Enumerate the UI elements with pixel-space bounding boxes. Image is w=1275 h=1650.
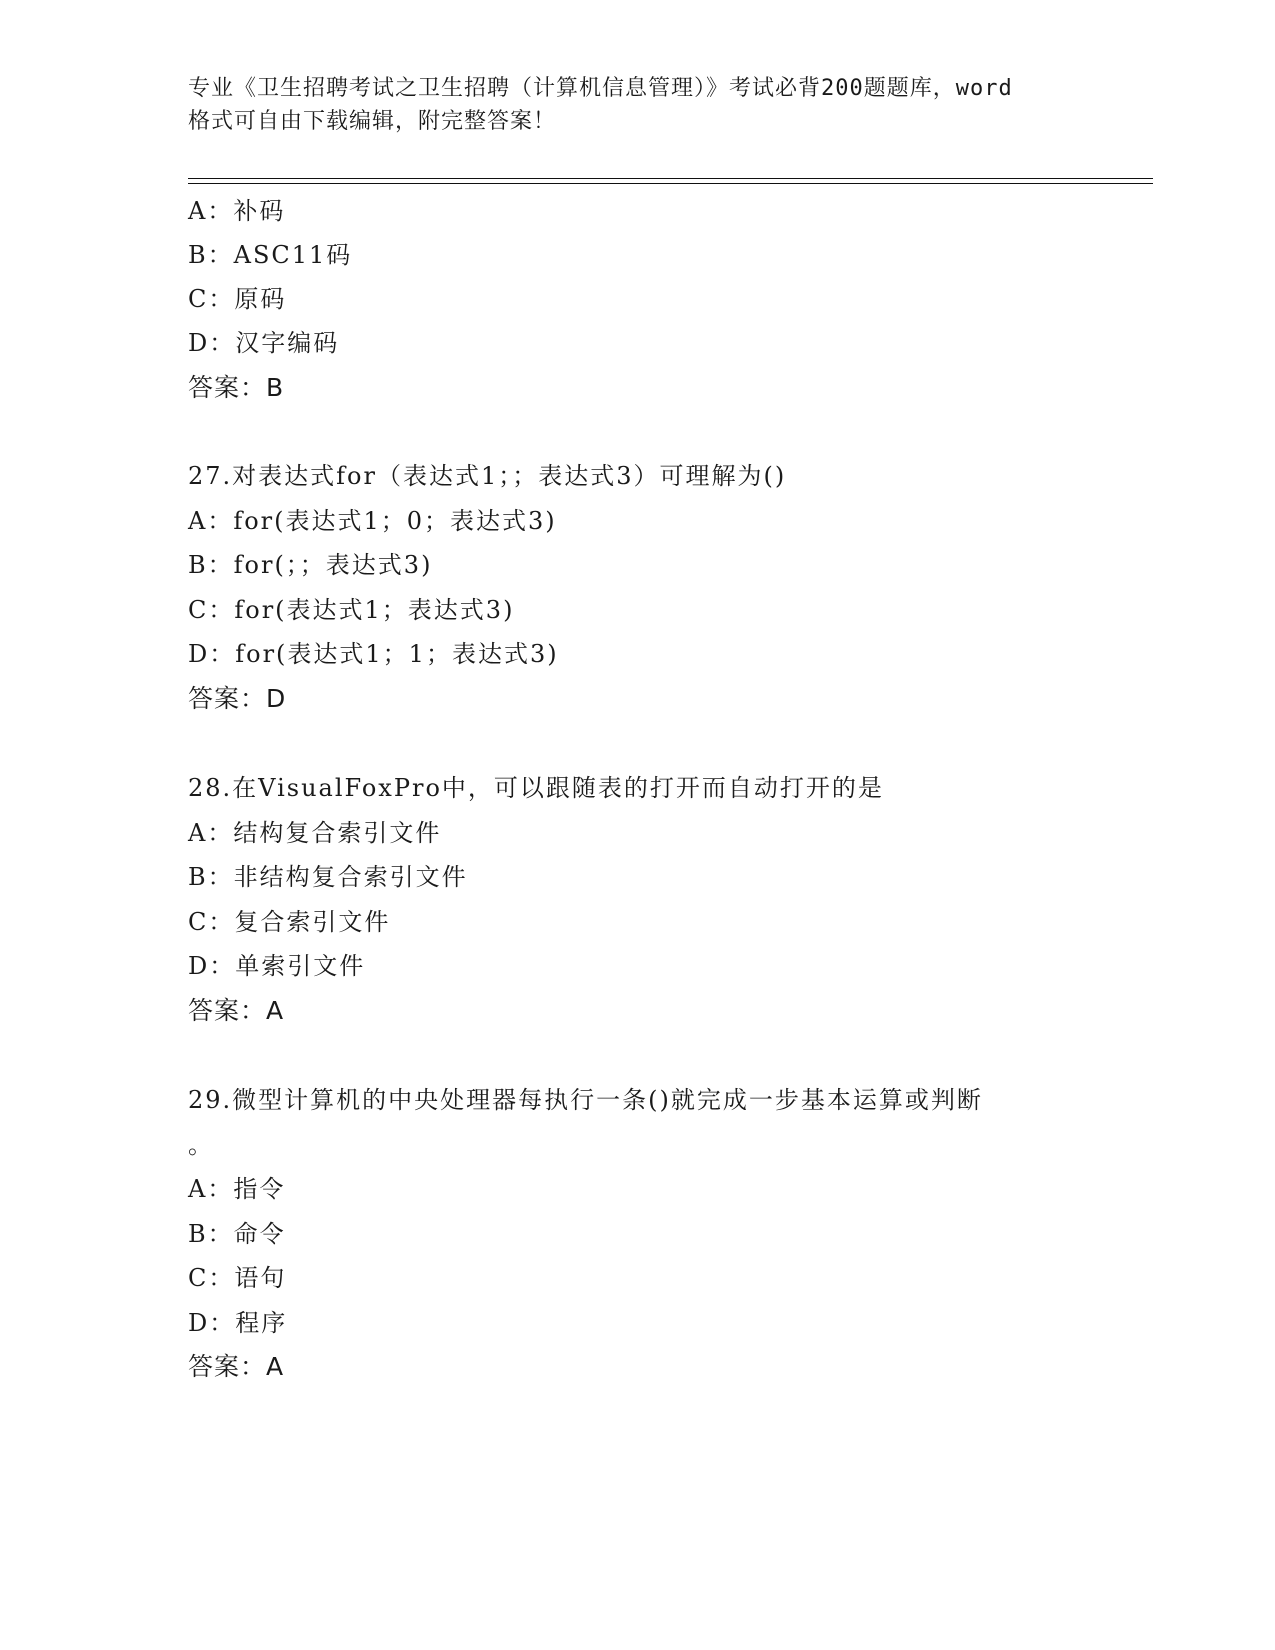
q26-answer: 答案：B	[188, 373, 285, 402]
q27-option-b: B：for(；；表达式3)	[188, 551, 433, 579]
header-divider-bottom	[188, 183, 1153, 184]
header-title-line-1: 专业《卫生招聘考试之卫生招聘（计算机信息管理）》考试必背200题题库，word	[188, 76, 1013, 101]
q28-question: 28.在VisualFoxPro中，可以跟随表的打开而自动打开的是	[188, 774, 884, 802]
q29-option-a: A：指令	[188, 1175, 286, 1203]
q28-option-b: B：非结构复合索引文件	[188, 863, 468, 891]
q26-option-b: B：ASC11码	[188, 241, 353, 269]
q29-option-c: C：语句	[188, 1264, 287, 1292]
header-divider-top	[188, 178, 1153, 179]
q26-option-c: C：原码	[188, 285, 287, 313]
q29-question-line-1: 29.微型计算机的中央处理器每执行一条()就完成一步基本运算或判断	[188, 1086, 983, 1114]
q28-answer: 答案：A	[188, 996, 285, 1025]
q26-option-d: D：汉字编码	[188, 329, 340, 357]
q29-option-b: B：命令	[188, 1220, 286, 1248]
q26-option-a: A：补码	[188, 197, 286, 225]
q27-option-d: D：for(表达式1；1；表达式3)	[188, 640, 559, 668]
header-title-line-2: 格式可自由下载编辑，附完整答案！	[188, 109, 557, 134]
q29-question-line-2: 。	[188, 1131, 214, 1159]
q28-option-a: A：结构复合索引文件	[188, 819, 442, 847]
q27-option-a: A：for(表达式1；0；表达式3)	[188, 507, 557, 535]
q28-option-d: D：单索引文件	[188, 952, 366, 980]
q29-option-d: D：程序	[188, 1309, 288, 1337]
q27-question: 27.对表达式for（表达式1；；表达式3）可理解为()	[188, 462, 787, 490]
q28-option-c: C：复合索引文件	[188, 908, 391, 936]
q27-answer: 答案：D	[188, 684, 287, 713]
q27-option-c: C：for(表达式1；表达式3)	[188, 596, 515, 624]
q29-answer: 答案：A	[188, 1352, 285, 1381]
document-header	[188, 72, 1088, 138]
